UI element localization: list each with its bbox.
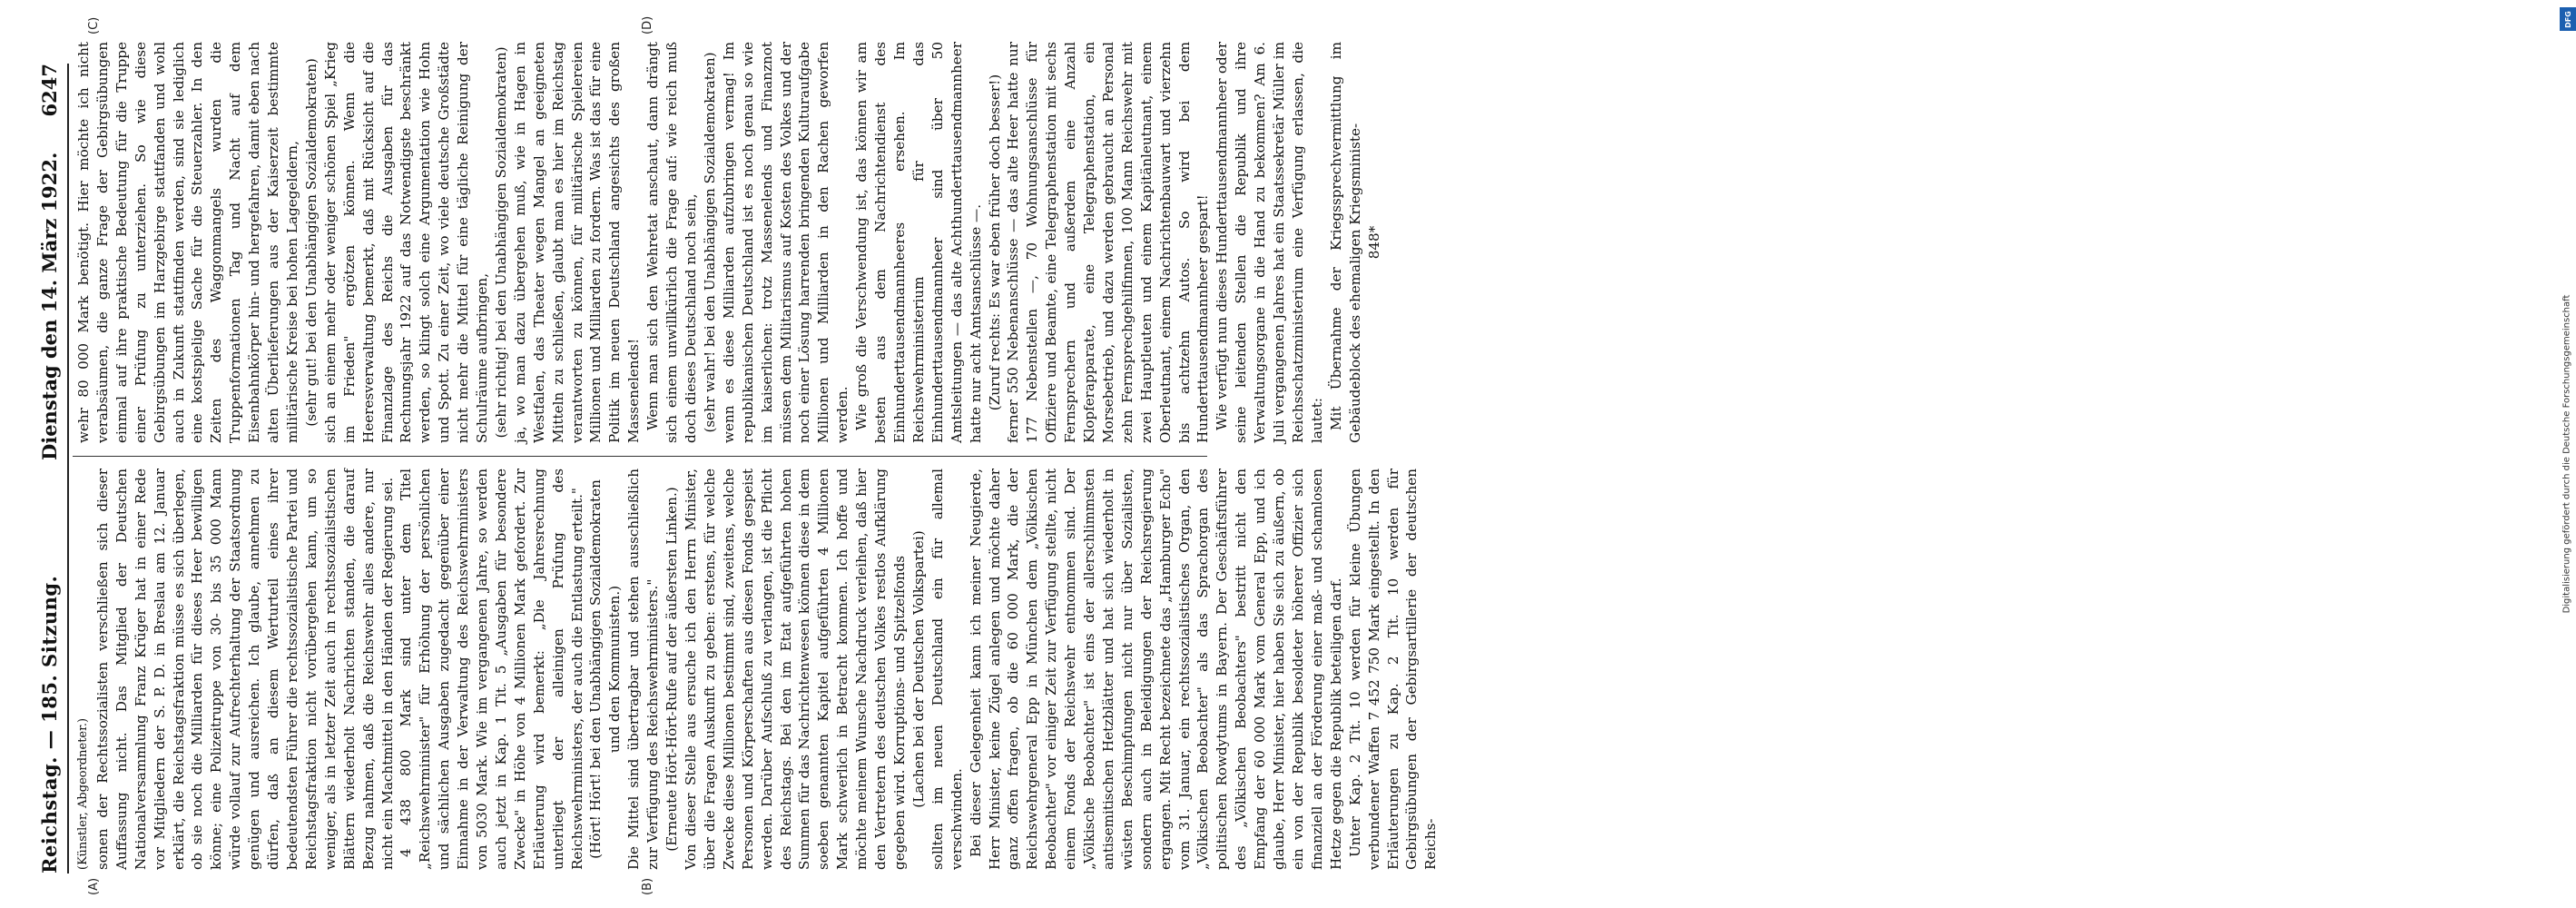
paragraph: sonen der Rechtssozialisten verschließen sich dieser Auffassung nicht. Das Mitglied der Deutschen Nationalversammlung Franz Krüger hat in einer Rede vor Mitgliedern der S. P. D. in Breslau am 12. Januar erklärt, die Reichstagsfraktion müsse es sich überlegen, ob sie noch die Milliarden für dieses Heer bewilligen könne; eine Polizeitruppe von 30- bis 35 000 Mann würde vollauf zur Aufrechterhaltung der Staatsordnung genügen und ausreichen. Ich glaube, annehmen zu dürfen, daß an diesem Werturteil eines ihrer bedeutendsten Führer die rechtssozialistische Partei und Reichstagsfraktion nicht vorübergehen kann, um so weniger, als in letzter Zeit auch in rechtssozialistischen Blättern wiederholt Nachrichten standen, die darauf Bezug nahmen, daß die Reichswehr alles andere, nur nicht ein Machtmittel in den Händen der Regierung sei. — [93, 469, 396, 870]
paragraph: Die Mittel sind übertragbar und stehen ausschließlich zur Verfügung des Reichswehrministers." — [625, 469, 662, 870]
column-divider — [73, 456, 1207, 457]
margin-marker-b: (B) — [641, 877, 654, 895]
paragraph: Bei dieser Gelegenheit kann ich meiner Neugierde, Herr Minister, keine Zügel anlegen und möchte daher ganz offen fragen, ob die 60 000 Mark, die der Reichswehrgeneral Epp in München dem „Völkischen Beobachter" vor einiger Zeit zur Verfügung stellte, nicht einem Fonds der Reichswehr entnommen sind. Der „Völkische Beobachter" ist eins der allerschlimmsten antisemitischen Hetzblätter und hat sich wiederholt in wüsten Beschimpfungen nicht nur über Sozialisten, sondern auch in Beleidigungen der Reichsregierung ergangen. Mit Recht bezeichnete das „Hamburger Echo" vom 31. Januar, ein rechtssozialistisches Organ, den „Völkischen Beobachter" als das Sprachorgan des politischen Rowdytums in Bayern. Der Geschäftsführer des „Völkischen Beobachters" bestritt nicht den Empfang der 60 000 Mark vom General Epp, und ich glaube, Herr Minister, hier haben Sie sich zu äußern, ob ein von der Republik besoldeter höherer Offizier sich finanziell an der Förderung einer maß- und schamlosen Hetze gegen die Republik beteiligen darf. — [967, 469, 1344, 870]
interjection: (Lachen bei der Deutschen Volkspartei) — [909, 530, 927, 808]
paragraph: ja, wo man dazu übergehen muß, wie in Hagen in Westfalen, das Theater wegen Mangel an geeigneten Mitteln zu schließen, glaubt man es hier im Reichstag verantworten zu können, für militärische Spielereien Millionen und Milliarden zu fordern. Was ist das für eine Politik im neuen Deutschland angesichts des großen Massenelends! — [511, 42, 643, 443]
interjection: (Hört! Hört! bei den Unabhängigen Sozialdemokraten und den Kommunisten.) — [587, 479, 624, 859]
right-column — [74, 42, 1384, 443]
page-header — [36, 64, 64, 873]
margin-marker-d: (D) — [641, 15, 654, 35]
speaker-note: (Künstler, Abgeordneter.) — [76, 717, 90, 870]
interjection: (sehr wahr! bei den Unabhängigen Sozialdemokraten) — [701, 52, 718, 433]
dfg-logo: DFG — [2560, 7, 2576, 31]
margin-marker-c: (C) — [87, 16, 101, 35]
header-date: Dienstag den 14. März 1922. — [38, 152, 61, 460]
paragraph: Von dieser Stelle aus ersuche ich den Herrn Minister, über die Fragen Auskunft zu geben: erstens, für welche Zwecke diese Millionen bestimmt sind, zweitens, welche Personen und Körperschaften aus diesen Fonds gespeist werden. Darüber Aufschluß zu verlangen, ist die Pflicht des Reichstags. Bei den im Etat aufgeführten hohen Summen für das Nachrichtenwesen können diese in dem soeben genannten Kapitel aufgeführten 4 Millionen Mark schwerlich in Betracht kommen. Ich hoffe und möchte meinem Wunsche Nachdruck verleihen, daß hier den Vertretern des deutschen Volkes restlos Aufklärung gegeben wird. Korruptions- und Spitzelfonds — [683, 469, 908, 870]
digitization-notice: Digitalisierung gefördert durch die Deutsche Forschungsgemeinschaft — [2561, 294, 2572, 614]
header-left: Reichstag. — 185. Sitzung. — [38, 575, 61, 873]
paragraph: sich an einem mehr oder weniger schönen Spiel „Krieg im Frieden" ergötzen können. Wenn die Heeresverwaltung bemerkt, daß mit Rücksicht auf die Finanzlage des Reichs die Ausgaben für das Rechnungsjahr 1922 auf das Notwendigste beschränkt werden, so klingt solch eine Argumentation wie Hohn und Spott. Zu einer Zeit, wo viele deutsche Großstädte nicht mehr die Mittel für eine tägliche Reinigung der Schulräume aufbringen, — [321, 42, 491, 443]
paragraph: sollten im neuen Deutschland ein für allemal verschwinden. — [929, 469, 965, 870]
interjection: (Erneute Hört-Hört-Rufe auf der äußersten Linken.) — [664, 487, 681, 852]
paragraph: Wenn man sich den Wehretat anschaut, dann drängt sich einem unwillkürlich die Frage auf: wie reich muß doch dieses Deutschland noch sein, — [644, 42, 699, 443]
page-number: 6247 — [38, 64, 61, 117]
paragraph: wehr 80 000 Mark benötigt. Hier möchte ich nicht verabsäumen, die ganze Frage der Gebirgsübungen einmal auf ihre praktische Bedeutung für die Truppe einer Prüfung zu unterziehen. So wie diese Gebirgsübungen im Harzgebirge stattfanden und wohl auch in Zukunft stattfinden werden, sind sie lediglich eine kostspielige Sache für die Steuerzahler. In den Zeiten des Waggonmangels wurden die Truppenformationen Tag und Nacht auf dem Eisenbahnkörper hin- und hergefahren, damit eben nach alten Überlieferungen aus der Kaiserzeit bestimmte militärische Kreise bei hohen Lagegeldern, — [75, 42, 300, 443]
interjection: (sehr gut! bei den Unabhängigen Sozialdemokraten) — [302, 58, 320, 427]
sheet-signature: 848* — [1365, 225, 1382, 260]
paragraph: wenn es diese Milliarden aufzubringen vermag! Im republikanischen Deutschland ist es noch genau so wie im kaiserlichen: trotz Massenelends und Finanznot müssen dem Militarismus auf Kosten des Volkes und der noch einer Lösung harrenden bringenden Kulturaufgabe Millionen und Milliarden in den Rachen geworfen werden. — [720, 42, 851, 443]
quotation: Mit Übernahme der Kriegssprechvermittlung im Gebäudeblock des ehemaligen Kriegsministe- — [1327, 42, 1363, 443]
paragraph: ferner 550 Nebenanschlüsse — das alte Heer hatte nur 177 Nebenstellen —, 70 Wohnungsanschlüsse für Offiziere und Beamte, eine Telegraphenstation mit sechs Fernsprechern und außerdem eine Anzahl Klopferapparate, eine Telegraphenstation, ein Morsebetrieb, und dazu werden gebraucht an Personal zehn Fernsprechgehilfinnen, 100 Mann Reichswehr mit zwei Hauptleuten und einem Kapitänleutnant, einem Oberleutnant, einem Nachrichtenbauwart und vierzehn bis achtzehn Autos. So wird bei dem Hunderttausendmannheer gespart! — [1005, 42, 1212, 443]
interjection: (Zuruf rechts: Es war eben früher doch besser!) — [986, 74, 1003, 411]
margin-marker-a: (A) — [87, 877, 101, 895]
header-rule — [67, 64, 69, 873]
paragraph: Wie verfügt nun dieses Hunderttausendmannheer oder seine leitenden Stellen die Republik und ihre Verwaltungsorgane in die Hand zu bekommen? Am 6. Juli vergangenen Jahres hat ein Staatssekretär Müller im Reichsschatzministerium eine Verfügung erlassen, die lautet: — [1214, 42, 1325, 443]
paragraph: Unter Kap. 2 Tit. 10 werden für kleine Übungen verbundener Waffen 7 452 750 Mark eingestellt. In den Erläuterungen zu Kap. 2 Tit. 10 werden für Gebirgsübungen der Gebirgsartillerie der deutschen Reichs- — [1346, 469, 1440, 870]
paragraph: 4 438 800 Mark sind unter dem Titel „Reichswehrminister" für Erhöhung der persönlichen und sächlichen Ausgaben zugedacht gegenüber einer Einnahme in der Verwaltung des Reichswehrministers von 5030 Mark. Wie im vergangenen Jahre, so werden auch jetzt in Kap. 1 Tit. 5 „Ausgaben für besondere Zwecke" in Höhe von 4 Millionen Mark gefordert. Zur Erläuterung wird bemerkt: „Die Jahresrechnung unterliegt der alleinigen Prüfung des Reichswehrministers, der auch die Entlastung erteilt." — [398, 469, 585, 870]
paragraph: Wie groß die Verschwendung ist, das können wir am besten aus dem Nachrichtendienst des Einhunderttausendmannheeres ersehen. Im Reichswehrministerium für das Einhunderttausendmannheer sind über 50 Amtsleitungen — das alte Achthunderttausendmannheer hatte nur acht Amtsanschlüsse —. — [853, 42, 984, 443]
left-column — [74, 469, 1440, 870]
interjection: (sehr richtig! bei den Unabhängigen Sozialdemokraten) — [492, 46, 509, 439]
